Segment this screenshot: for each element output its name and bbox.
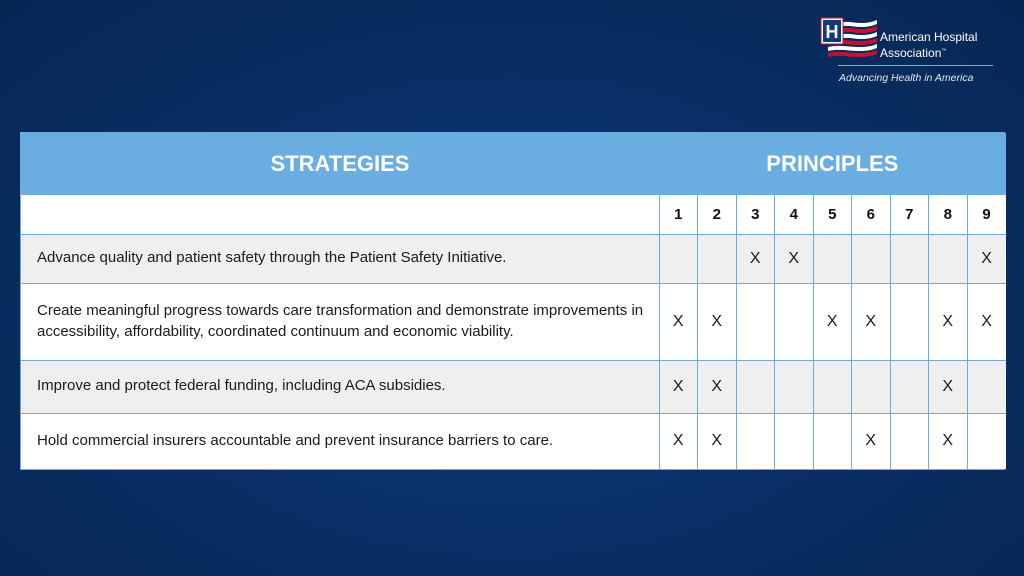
principle-mark (890, 234, 929, 283)
principle-number: 9 (967, 195, 1006, 234)
principle-mark: X (775, 234, 814, 283)
principle-mark (890, 283, 929, 360)
principle-mark: X (698, 413, 737, 469)
principle-mark: X (659, 360, 698, 413)
principle-mark (890, 413, 929, 469)
principle-mark (659, 234, 698, 283)
logo-name-line2: Association (880, 46, 942, 60)
strategy-text: Improve and protect federal funding, including ACA subsidies. (21, 360, 659, 413)
strategy-text: Advance quality and patient safety through the Patient Safety Initiative. (21, 234, 659, 283)
principle-mark: X (852, 413, 891, 469)
principle-mark (813, 413, 852, 469)
principle-mark (775, 413, 814, 469)
principle-number: 8 (929, 195, 968, 234)
principle-mark: X (736, 234, 775, 283)
principle-mark (698, 234, 737, 283)
table-row (21, 360, 1006, 413)
principle-number: 4 (775, 195, 814, 234)
principle-mark: X (698, 283, 737, 360)
aha-logo (820, 17, 1000, 87)
principle-mark: X (852, 283, 891, 360)
strategies-header: STRATEGIES (21, 133, 659, 195)
strategy-text: Create meaningful progress towards care transformation and demonstrate improvements in accessibility, affordability, coordinated continuum and economic viability. (21, 283, 659, 360)
principle-mark: X (967, 283, 1006, 360)
principle-mark (890, 360, 929, 413)
principle-numbers-row (21, 195, 1006, 234)
principle-number: 1 (659, 195, 698, 234)
principle-mark: X (929, 413, 968, 469)
table-row (21, 413, 1006, 469)
principle-mark (929, 234, 968, 283)
principle-mark (813, 234, 852, 283)
principle-mark (736, 360, 775, 413)
strategy-text: Hold commercial insurers accountable and prevent insurance barriers to care. (21, 413, 659, 469)
logo-divider (838, 65, 993, 66)
principle-mark: X (659, 283, 698, 360)
table-row (21, 234, 1006, 283)
logo-trademark: ™ (941, 48, 947, 54)
principle-number: 5 (813, 195, 852, 234)
strategies-principles-table (20, 132, 1005, 470)
principle-mark (775, 360, 814, 413)
principle-mark (852, 360, 891, 413)
table-header-row (21, 133, 1006, 195)
logo-name-line1: American Hospital (880, 30, 978, 44)
principle-mark: X (929, 283, 968, 360)
principle-number: 6 (852, 195, 891, 234)
principle-mark (736, 413, 775, 469)
logo-name (880, 30, 977, 60)
principle-numbers-blank-cell (21, 195, 659, 234)
principle-number: 3 (736, 195, 775, 234)
principle-mark (967, 360, 1006, 413)
principle-mark (813, 360, 852, 413)
principle-mark (852, 234, 891, 283)
logo-tagline: Advancing Health in America (839, 72, 974, 84)
principle-number: 7 (890, 195, 929, 234)
principle-mark: X (967, 234, 1006, 283)
principle-mark: X (929, 360, 968, 413)
principle-mark (775, 283, 814, 360)
principle-mark (736, 283, 775, 360)
logo-h-letter: H (825, 22, 839, 42)
aha-flag-h-icon (820, 17, 878, 59)
principles-header: PRINCIPLES (659, 133, 1006, 195)
principle-number: 2 (698, 195, 737, 234)
principle-mark: X (698, 360, 737, 413)
table-row (21, 283, 1006, 360)
principle-mark (967, 413, 1006, 469)
principle-mark: X (813, 283, 852, 360)
principle-mark: X (659, 413, 698, 469)
